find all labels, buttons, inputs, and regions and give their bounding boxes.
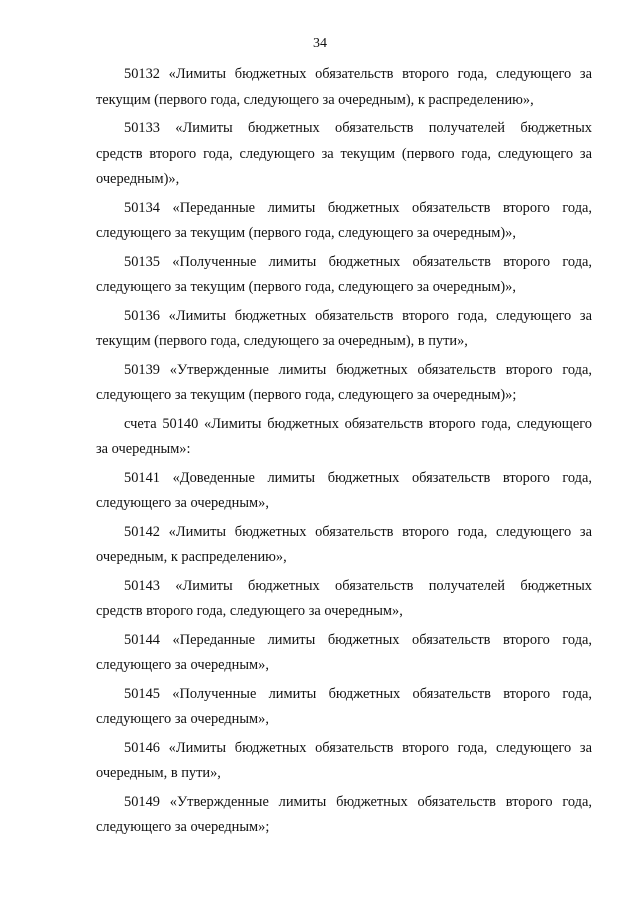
document-body bbox=[96, 62, 592, 844]
paragraph-50139 bbox=[96, 358, 592, 409]
paragraph-line: следующего за очередным», bbox=[96, 711, 269, 727]
paragraph-line: 50145 «Полученные лимиты бюджетных обязательств второго года, bbox=[124, 685, 592, 702]
paragraph-line: следующего за очередным»; bbox=[96, 819, 270, 835]
paragraph-line: 50136 «Лимиты бюджетных обязательств второго года, следующего за bbox=[124, 307, 592, 324]
paragraph-line: текущим (первого года, следующего за очередным), к распределению», bbox=[96, 91, 534, 108]
paragraph-line: 50132 «Лимиты бюджетных обязательств второго года, следующего за bbox=[124, 66, 592, 82]
paragraph-line: следующего за текущим (первого года, следующего за очередным)», bbox=[96, 279, 516, 295]
paragraph-line: 50133 «Лимиты бюджетных обязательств получателей бюджетных bbox=[124, 120, 592, 136]
paragraph-line: 50134 «Переданные лимиты бюджетных обязательств второго года, bbox=[124, 199, 592, 216]
paragraph-50134 bbox=[96, 196, 592, 247]
page-number: 34 bbox=[313, 36, 327, 51]
paragraph-50149 bbox=[96, 790, 592, 841]
paragraph-50145 bbox=[96, 682, 592, 733]
paragraph-line: текущим (первого года, следующего за очередным), в пути», bbox=[96, 333, 468, 349]
paragraph-line: очередным, к распределению», bbox=[96, 549, 287, 565]
paragraph-50146 bbox=[96, 736, 592, 787]
paragraph-line: 50146 «Лимиты бюджетных обязательств второго года, следующего за bbox=[124, 739, 592, 756]
paragraph-50132 bbox=[96, 62, 592, 113]
paragraph-line: средств второго года, следующего за текущим (первого года, следующего за bbox=[96, 145, 592, 162]
paragraph-line: 50142 «Лимиты бюджетных обязательств второго года, следующего за bbox=[124, 523, 592, 540]
paragraph-50133 bbox=[96, 116, 592, 193]
paragraph-50140 bbox=[96, 412, 592, 463]
paragraph-line: следующего за очередным», bbox=[96, 657, 269, 673]
paragraph-50143 bbox=[96, 574, 592, 625]
paragraph-line: 50135 «Полученные лимиты бюджетных обязательств второго года, bbox=[124, 253, 592, 270]
paragraph-line: за очередным»: bbox=[96, 441, 191, 457]
paragraph-line: средств второго года, следующего за очередным», bbox=[96, 603, 403, 619]
paragraph-50141 bbox=[96, 466, 592, 517]
paragraph-line: очередным)», bbox=[96, 171, 180, 187]
paragraph-line: следующего за текущим (первого года, следующего за очередным)»; bbox=[96, 387, 517, 403]
paragraph-line: следующего за текущим (первого года, следующего за очередным)», bbox=[96, 225, 516, 241]
paragraph-50136 bbox=[96, 304, 592, 355]
paragraph-line: 50144 «Переданные лимиты бюджетных обязательств второго года, bbox=[124, 631, 592, 648]
paragraph-line: 50149 «Утвержденные лимиты бюджетных обязательств второго года, bbox=[124, 793, 592, 810]
paragraph-line: счета 50140 «Лимиты бюджетных обязательств второго года, следующего bbox=[124, 415, 592, 432]
paragraph-line: очередным, в пути», bbox=[96, 765, 221, 781]
paragraph-50144 bbox=[96, 628, 592, 679]
paragraph-50142 bbox=[96, 520, 592, 571]
paragraph-line: 50139 «Утвержденные лимиты бюджетных обязательств второго года, bbox=[124, 361, 592, 378]
paragraph-line: 50143 «Лимиты бюджетных обязательств получателей бюджетных bbox=[124, 577, 592, 594]
paragraph-50135 bbox=[96, 250, 592, 301]
paragraph-line: следующего за очередным», bbox=[96, 495, 269, 511]
paragraph-line: 50141 «Доведенные лимиты бюджетных обязательств второго года, bbox=[124, 469, 592, 486]
